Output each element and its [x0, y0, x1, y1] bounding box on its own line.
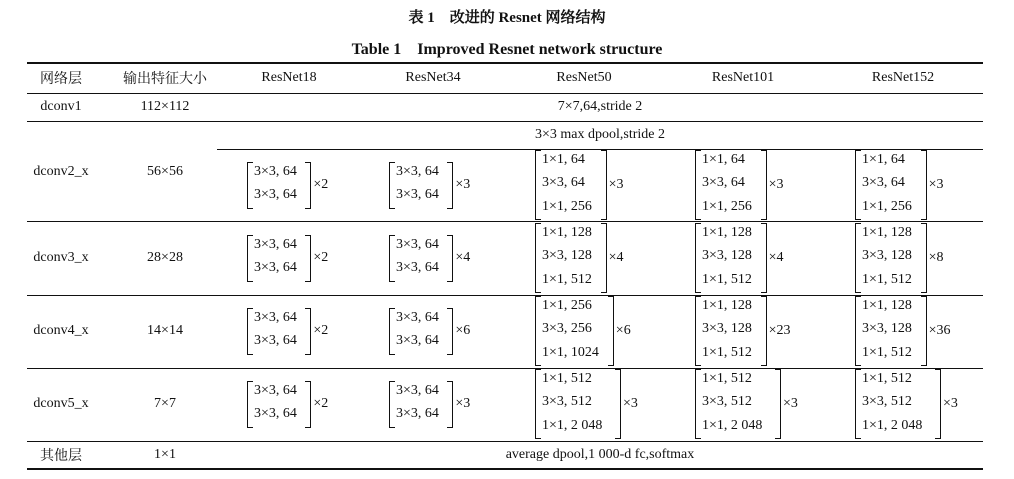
block-line: 3×3, 128 [542, 248, 592, 264]
block-matrix [535, 150, 607, 221]
block-repeat: ×2 [313, 323, 329, 338]
block-matrix [855, 223, 927, 294]
block-line: 3×3, 64 [254, 187, 297, 202]
row-other-layer: 其他层 [40, 449, 82, 464]
left-bracket [695, 296, 701, 367]
block-repeat: ×8 [928, 250, 944, 265]
header-output-size: 输出特征大小 [123, 72, 207, 87]
row-rule-dconv3 [27, 295, 983, 296]
block-line: 1×1, 512 [702, 271, 752, 287]
block-repeat: ×3 [768, 177, 784, 192]
right-bracket [921, 150, 927, 221]
right-bracket [615, 369, 621, 440]
block-matrix [535, 369, 621, 440]
header-resnet50: ResNet50 [556, 70, 612, 85]
row-dconv4-layer: dconv4_x [33, 323, 89, 338]
bottom-rule [27, 468, 983, 470]
block-line: 3×3, 64 [542, 175, 585, 191]
top-rule [27, 62, 983, 64]
block-line: 1×1, 512 [862, 271, 912, 287]
block-repeat: ×3 [608, 177, 624, 192]
block-line: 3×3, 128 [862, 248, 912, 264]
right-bracket [761, 296, 767, 367]
row-dconv2-layer: dconv2_x [33, 164, 89, 179]
block-repeat: ×3 [783, 396, 798, 411]
block-line: 1×1, 128 [702, 224, 752, 240]
block-repeat: ×3 [943, 396, 958, 411]
row-dconv3-size: 28×28 [147, 250, 183, 265]
block-line: 3×3, 64 [254, 309, 297, 325]
row-other-size: 1×1 [154, 447, 176, 462]
right-bracket [447, 308, 453, 355]
block-matrix [247, 162, 311, 209]
block-line: 3×3, 64 [254, 333, 297, 348]
block-line: 1×1, 2 048 [702, 417, 763, 433]
left-bracket [695, 223, 701, 294]
block-line: 3×3, 64 [254, 382, 297, 398]
header-rule [27, 93, 983, 94]
block-matrix [695, 369, 781, 440]
block-repeat: ×4 [768, 250, 784, 265]
block-line: 3×3, 64 [396, 187, 439, 202]
row-dconv5-layer: dconv5_x [33, 396, 89, 411]
block-line: 1×1, 256 [542, 297, 592, 313]
header-network-layer: 网络层 [40, 72, 82, 87]
block-line: 1×1, 2 048 [862, 417, 923, 433]
block-line: 3×3, 512 [862, 394, 912, 410]
block-matrix [535, 223, 607, 294]
left-bracket [389, 381, 395, 428]
block-line: 1×1, 512 [542, 370, 592, 386]
block-line: 1×1, 256 [702, 198, 752, 214]
left-bracket [247, 381, 253, 428]
header-resnet34: ResNet34 [405, 70, 461, 85]
block-matrix [389, 381, 453, 428]
block-line: 1×1, 512 [862, 370, 912, 386]
right-bracket [921, 296, 927, 367]
row-rule-dconv4 [27, 368, 983, 369]
block-line: 1×1, 512 [542, 271, 592, 287]
row-dconv1-layer: dconv1 [40, 99, 82, 114]
block-matrix [855, 369, 941, 440]
left-bracket [389, 308, 395, 355]
block-matrix [389, 162, 453, 209]
right-bracket [305, 381, 311, 428]
block-matrix [695, 296, 767, 367]
block-matrix [247, 235, 311, 282]
header-resnet101: ResNet101 [711, 70, 775, 85]
block-repeat: ×3 [455, 177, 471, 192]
block-repeat: ×2 [313, 177, 329, 192]
block-line: 1×1, 64 [542, 151, 585, 167]
block-matrix [389, 308, 453, 355]
block-matrix [247, 381, 311, 428]
block-line: 3×3, 64 [396, 406, 439, 421]
right-bracket [761, 223, 767, 294]
block-line: 3×3, 128 [862, 321, 912, 337]
right-bracket [935, 369, 941, 440]
block-line: 3×3, 128 [702, 248, 752, 264]
right-bracket [305, 235, 311, 282]
block-repeat: ×6 [615, 323, 631, 338]
block-matrix [695, 223, 767, 294]
block-matrix [695, 150, 767, 221]
right-bracket [447, 162, 453, 209]
block-line: 1×1, 64 [702, 151, 745, 167]
block-line: 3×3, 64 [254, 236, 297, 252]
row-dconv1-span: 7×7,64,stride 2 [557, 99, 643, 114]
row-dconv1-size: 112×112 [140, 99, 190, 114]
block-line: 3×3, 64 [396, 309, 439, 325]
row-dconv5-size: 7×7 [154, 396, 176, 411]
block-line: 3×3, 64 [254, 260, 297, 275]
block-line: 3×3, 64 [254, 163, 297, 179]
header-resnet18: ResNet18 [261, 70, 317, 85]
left-bracket [535, 369, 541, 440]
block-line: 3×3, 64 [396, 163, 439, 179]
block-line: 1×1, 128 [542, 224, 592, 240]
right-bracket [921, 223, 927, 294]
right-bracket [775, 369, 781, 440]
block-line: 3×3, 64 [254, 406, 297, 421]
left-bracket [535, 296, 541, 367]
left-bracket [855, 223, 861, 294]
block-matrix [855, 150, 927, 221]
block-repeat: ×3 [623, 396, 638, 411]
block-repeat: ×2 [313, 396, 329, 411]
block-repeat: ×4 [455, 250, 471, 265]
block-line: 1×1, 2 048 [542, 417, 603, 433]
block-line: 3×3, 512 [702, 394, 752, 410]
right-bracket [761, 150, 767, 221]
left-bracket [389, 235, 395, 282]
block-line: 1×1, 128 [862, 224, 912, 240]
left-bracket [247, 308, 253, 355]
block-line: 1×1, 128 [702, 297, 752, 313]
block-line: 1×1, 512 [702, 370, 752, 386]
block-repeat: ×23 [768, 323, 791, 338]
block-matrix [535, 296, 614, 367]
block-matrix [247, 308, 311, 355]
block-line: 1×1, 64 [862, 151, 905, 167]
block-line: 1×1, 512 [862, 344, 912, 360]
block-line: 3×3, 512 [542, 394, 592, 410]
right-bracket [447, 381, 453, 428]
left-bracket [535, 223, 541, 294]
left-bracket [855, 150, 861, 221]
row-rule-dconv1 [27, 121, 983, 122]
block-repeat: ×4 [608, 250, 624, 265]
row-rule-dconv2 [27, 221, 983, 222]
row-rule-dconv5 [27, 441, 983, 442]
left-bracket [247, 235, 253, 282]
left-bracket [535, 150, 541, 221]
row-dconv4-size: 14×14 [147, 323, 183, 338]
right-bracket [601, 223, 607, 294]
block-line: 1×1, 128 [862, 297, 912, 313]
right-bracket [608, 296, 614, 367]
block-line: 1×1, 256 [542, 198, 592, 214]
left-bracket [855, 369, 861, 440]
block-line: 3×3, 64 [396, 236, 439, 252]
block-line: 3×3, 64 [396, 382, 439, 398]
block-line: 1×1, 512 [702, 344, 752, 360]
table-title-en: Table 1 Improved Resnet network structure [351, 41, 663, 58]
block-repeat: ×2 [313, 250, 329, 265]
block-matrix [389, 235, 453, 282]
row-other-span: average dpool,1 000-d fc,softmax [505, 447, 695, 462]
block-line: 3×3, 64 [396, 333, 439, 348]
right-bracket [305, 162, 311, 209]
right-bracket [305, 308, 311, 355]
block-repeat: ×6 [455, 323, 471, 338]
row-pool-span: 3×3 max dpool,stride 2 [535, 127, 665, 142]
left-bracket [389, 162, 395, 209]
left-bracket [247, 162, 253, 209]
header-resnet152: ResNet152 [871, 70, 935, 85]
block-repeat: ×3 [455, 396, 471, 411]
block-matrix [855, 296, 927, 367]
left-bracket [855, 296, 861, 367]
block-line: 3×3, 64 [862, 175, 905, 191]
block-line: 1×1, 1024 [542, 344, 599, 360]
right-bracket [447, 235, 453, 282]
block-line: 3×3, 128 [702, 321, 752, 337]
block-line: 3×3, 64 [702, 175, 745, 191]
right-bracket [601, 150, 607, 221]
left-bracket [695, 150, 701, 221]
block-line: 3×3, 256 [542, 321, 592, 337]
table-title-cn: 表 1 改进的 Resnet 网络结构 [408, 10, 606, 26]
block-line: 1×1, 256 [862, 198, 912, 214]
block-repeat: ×36 [928, 323, 951, 338]
left-bracket [695, 369, 701, 440]
block-repeat: ×3 [928, 177, 944, 192]
block-line: 3×3, 64 [396, 260, 439, 275]
row-dconv2-size: 56×56 [147, 164, 183, 179]
row-dconv3-layer: dconv3_x [33, 250, 89, 265]
